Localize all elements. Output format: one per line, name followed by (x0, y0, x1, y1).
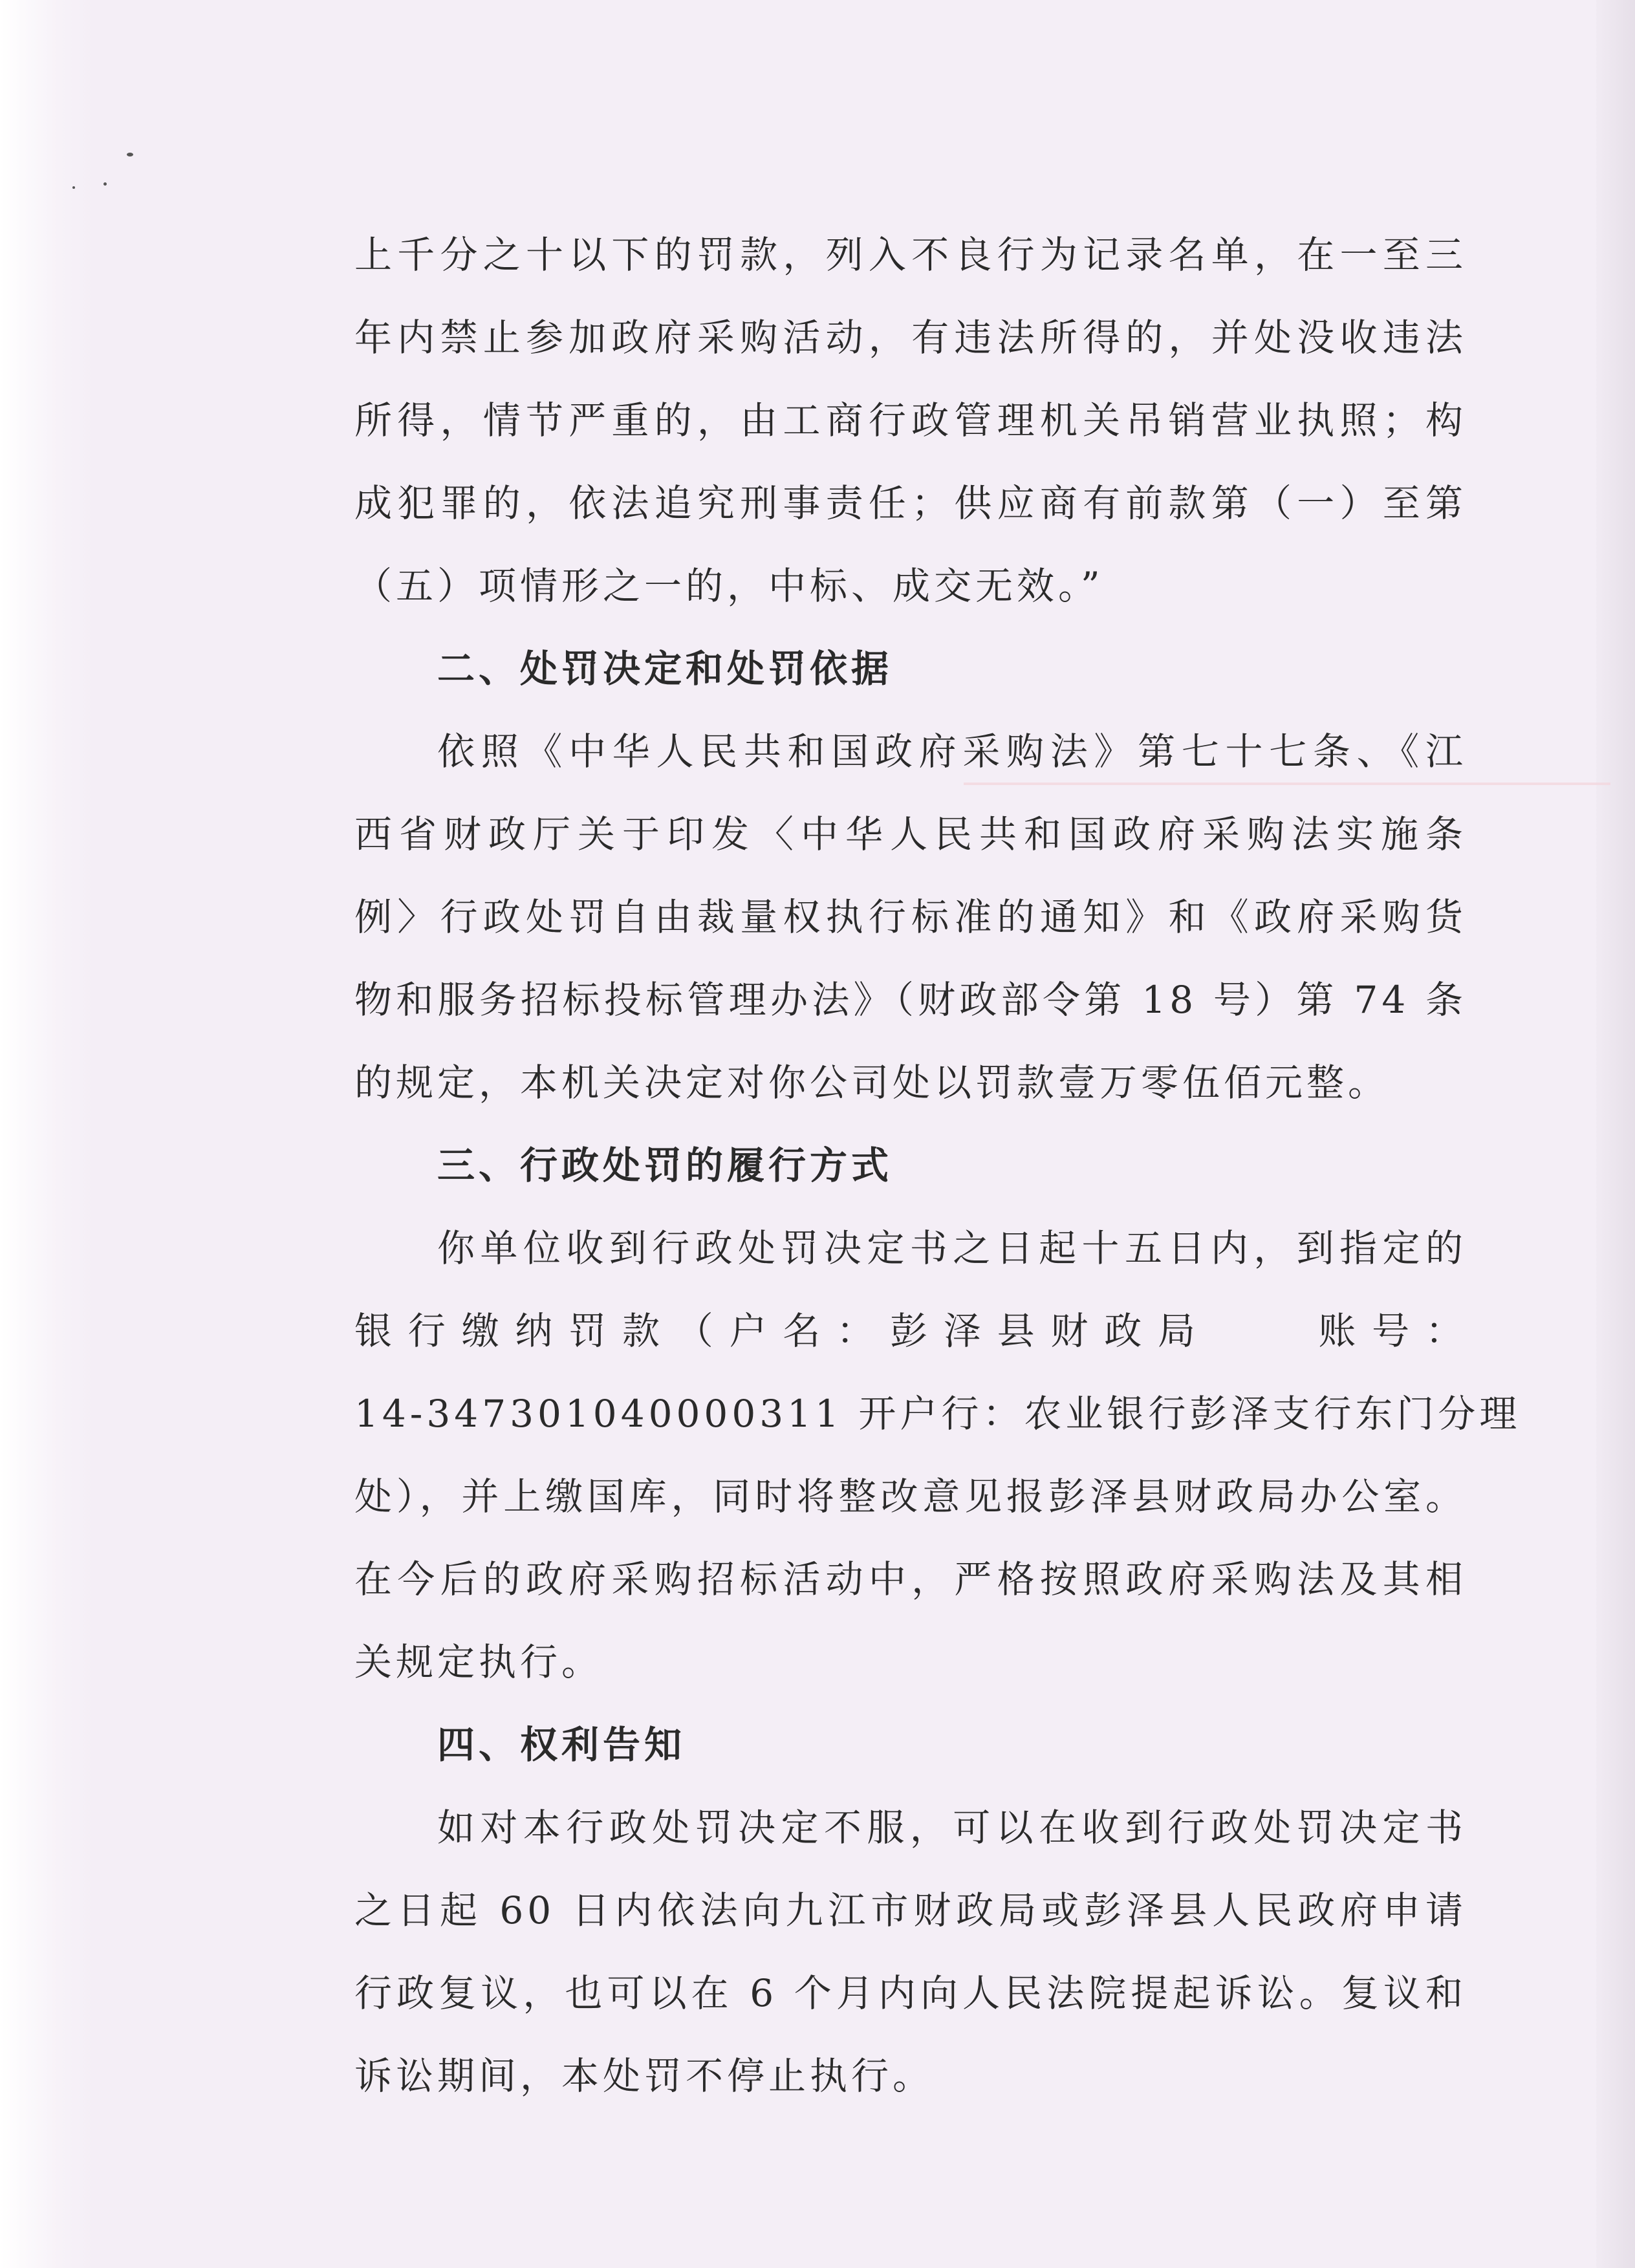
text-line: 诉讼期间，本处罚不停止执行。 (354, 2054, 935, 2098)
scan-speck (103, 182, 107, 186)
text-line: 处），并上缴国库，同时将整改意见报彭泽县财政局办公室。 (354, 1474, 1467, 1518)
scan-speck (127, 153, 133, 157)
text-line: 依照《中华人民共和国政府采购法》第七十七条、《江 (437, 729, 1467, 773)
section-heading-rights-notice: 四、权利告知 (437, 1723, 686, 1767)
page-right-margin (1596, 0, 1635, 2268)
text-line: 年内禁止参加政府采购活动，有违法所得的，并处没收违法 (354, 316, 1467, 360)
text-line: 关规定执行。 (354, 1640, 603, 1684)
text-line: 物和服务招标投标管理办法》（财政部令第 18 号）第 74 条 (354, 978, 1467, 1022)
paragraph-penalty-decision (354, 710, 1467, 1124)
text-line: 西省财政厅关于印发〈中华人民共和国政府采购法实施条 (354, 812, 1467, 856)
text-line: 14-347301040000311 开户行：农业银行彭泽支行东门分理 (354, 1392, 1521, 1436)
section-heading-penalty-decision: 二、处罚决定和处罚依据 (437, 647, 893, 691)
text-line: 银行缴纳罚款（户名：彭泽县财政局 账号： (354, 1309, 1467, 1353)
text-line: 之日起 60 日内依法向九江市财政局或彭泽县人民政府申请 (354, 1888, 1467, 1932)
page-left-margin (0, 0, 97, 2268)
text-line: 如对本行政处罚决定不服，可以在收到行政处罚决定书 (437, 1806, 1467, 1850)
text-line: 成犯罪的，依法追究刑事责任；供应商有前款第（一）至第 (354, 481, 1467, 525)
text-line: 例〉行政处罚自由裁量权执行标准的通知》和《政府采购货 (354, 895, 1467, 939)
paragraph-rights-notice (354, 1786, 1467, 2117)
paragraph-payment-method (354, 1207, 1521, 1703)
text-line: 在今后的政府采购招标活动中，严格按照政府采购法及其相 (354, 1557, 1467, 1601)
text-line: 上千分之十以下的罚款，列入不良行为记录名单，在一至三 (354, 233, 1467, 277)
document-body (354, 213, 1521, 2117)
text-line: 你单位收到行政处罚决定书之日起十五日内，到指定的 (437, 1226, 1467, 1270)
text-line: 的规定，本机关决定对你公司处以罚款壹万零伍佰元整。 (354, 1061, 1390, 1105)
text-line: 所得，情节严重的，由工商行政管理机关吊销营业执照；构 (354, 398, 1467, 442)
paragraph-continued (354, 213, 1467, 627)
scan-speck (72, 186, 75, 189)
text-line: 行政复议，也可以在 6 个月内向人民法院提起诉讼。复议和 (354, 1971, 1467, 2015)
section-heading-payment-method: 三、行政处罚的履行方式 (437, 1143, 893, 1187)
text-line: （五）项情形之一的，中标、成交无效。” (354, 564, 1104, 608)
